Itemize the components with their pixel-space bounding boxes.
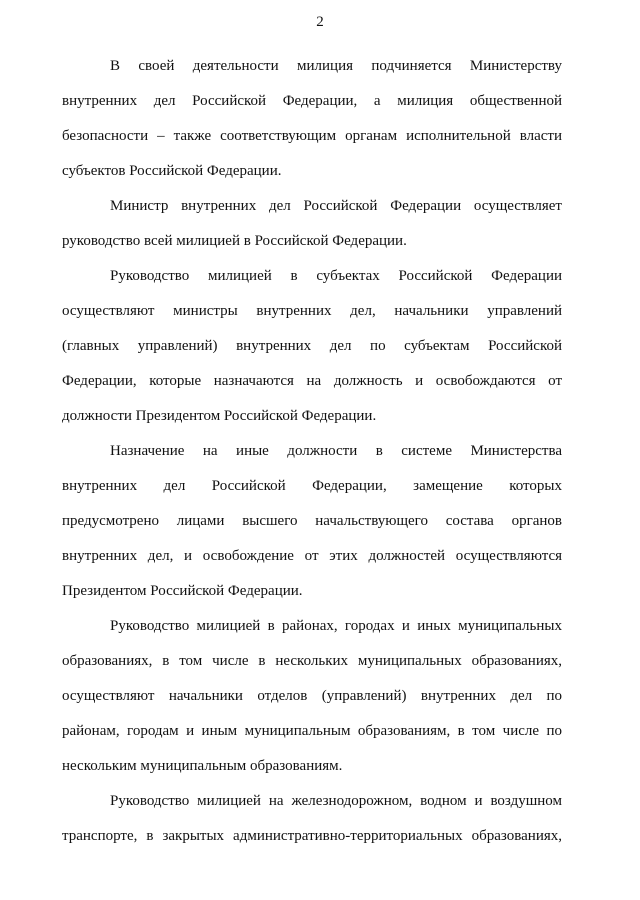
text-line: Министр внутренних дел Российской Федерации осуществляет: [110, 198, 562, 214]
text-line: Федерации, которые назначаются на должность и освобождаются от: [62, 373, 562, 389]
text-line: Президентом Российской Федерации.: [62, 583, 303, 599]
paragraph: [62, 49, 562, 189]
text-line: должности Президентом Российской Федерации.: [62, 408, 377, 424]
text-line: внутренних дел Российской Федерации, а милиция общественной: [62, 93, 562, 109]
paragraph: [62, 259, 562, 434]
text-line: В своей деятельности милиция подчиняется Министерству: [110, 58, 562, 74]
text-line: осуществляют министры внутренних дел, начальники управлений: [62, 303, 562, 319]
document-body: [62, 49, 562, 854]
text-line: транспорте, в закрытых административно-территориальных образованиях,: [62, 828, 562, 844]
paragraph: [62, 784, 562, 854]
text-line: Руководство милицией в субъектах Российской Федерации: [110, 268, 562, 284]
text-line: руководство всей милицией в Российской Федерации.: [62, 233, 407, 249]
text-line: районам, городам и иным муниципальным образованиям, в том числе по: [62, 723, 562, 739]
text-line: Назначение на иные должности в системе Министерства: [110, 443, 562, 459]
text-line: Руководство милицией в районах, городах и иных муниципальных: [110, 618, 562, 634]
text-line: безопасности – также соответствующим органам исполнительной власти: [62, 128, 562, 144]
text-line: (главных управлений) внутренних дел по субъектам Российской: [62, 338, 562, 354]
text-line: внутренних дел Российской Федерации, замещение которых: [62, 478, 562, 494]
text-line: Руководство милицией на железнодорожном, водном и воздушном: [110, 793, 562, 809]
paragraph: [62, 609, 562, 784]
text-line: предусмотрено лицами высшего начальствующего состава органов: [62, 513, 562, 529]
text-line: субъектов Российской Федерации.: [62, 163, 282, 179]
text-line: образованиях, в том числе в нескольких муниципальных образованиях,: [62, 653, 562, 669]
paragraph: [62, 434, 562, 609]
paragraph: [62, 189, 562, 259]
text-line: осуществляют начальники отделов (управлений) внутренних дел по: [62, 688, 562, 704]
text-line: нескольким муниципальным образованиям.: [62, 758, 343, 774]
text-line: внутренних дел, и освобождение от этих должностей осуществляются: [62, 548, 562, 564]
page-number: 2: [316, 14, 324, 30]
